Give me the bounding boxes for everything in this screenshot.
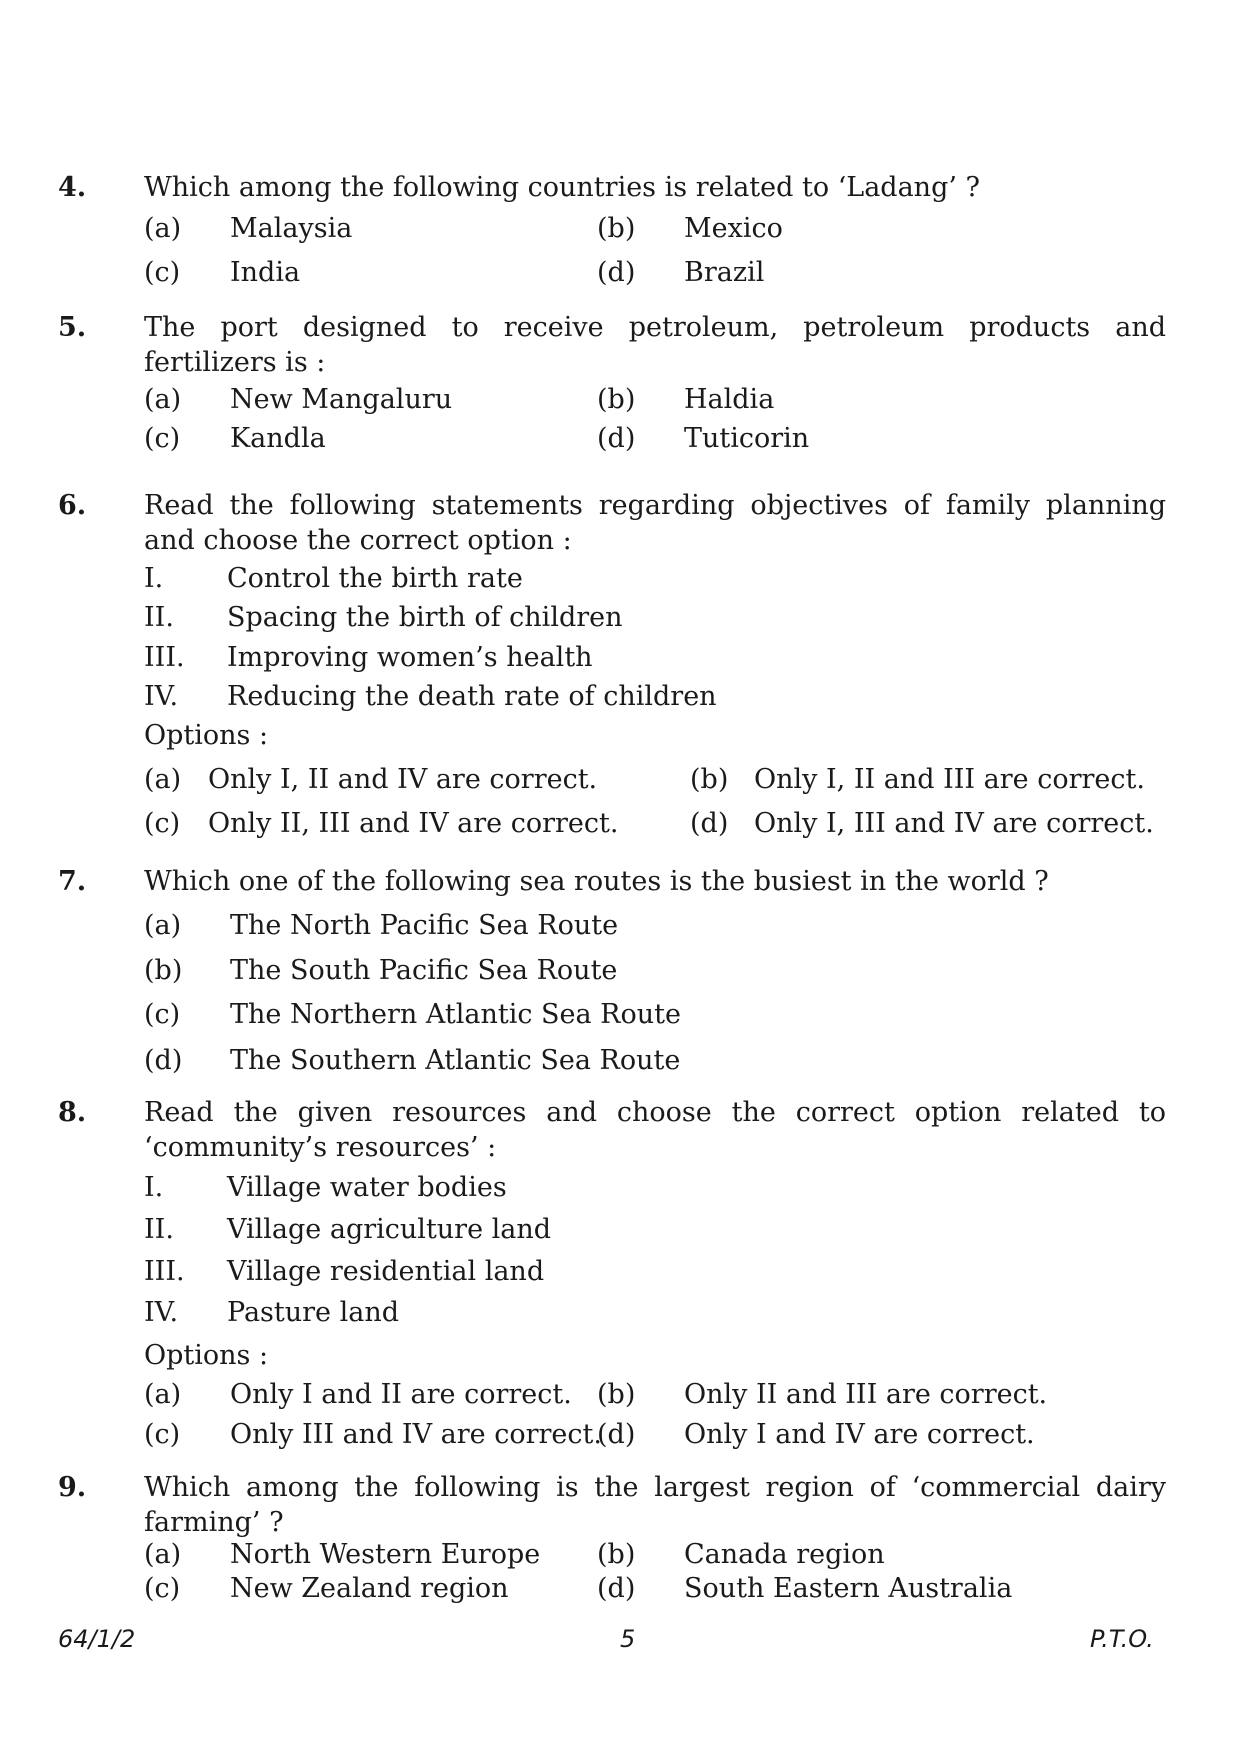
option-text: India [230,257,301,288]
statement-label: I. [144,1172,164,1203]
option-text: Only I and IV are correct. [684,1419,1035,1450]
option-label: (b) [690,764,729,795]
option-text: Only II and III are correct. [684,1379,1048,1410]
option-text: The North Pacific Sea Route [230,910,619,941]
option-label: (c) [144,423,181,454]
question-text: Which among the following is the largest region of ‘commercial dairy farming’ ? [144,1472,1166,1538]
statement-label: IV. [144,1297,179,1328]
statement-label: I. [144,563,164,594]
option-text: Only I and II are correct. [230,1379,572,1410]
statement-text: Improving women’s health [227,642,593,673]
option-text: The Southern Atlantic Sea Route [230,1045,681,1076]
option-text: Tuticorin [684,423,810,454]
statement-text: Spacing the birth of children [227,602,623,633]
statement-label: II. [144,602,174,633]
option-text: The Northern Atlantic Sea Route [230,999,681,1030]
option-label: (b) [597,1539,636,1570]
question-number: 7. [58,866,87,897]
question-number: 8. [58,1097,87,1128]
question-text: Read the given resources and choose the correct option related to ‘community’s resources’ : [144,1097,1166,1163]
statement-label: II. [144,1214,174,1245]
option-label: (a) [144,1539,182,1570]
option-label: (c) [144,808,181,839]
option-label: (b) [597,384,636,415]
paper-code: 64/1/2 [58,1625,136,1653]
statement-text: Pasture land [227,1297,400,1328]
statement-label: III. [144,642,185,673]
question-number: 6. [58,490,87,521]
option-text: New Zealand region [230,1573,509,1604]
question-number: 9. [58,1472,87,1503]
pto-label: P.T.O. [1090,1625,1154,1653]
option-text: Malaysia [230,213,353,244]
option-label: (a) [144,384,182,415]
statement-text: Control the birth rate [227,563,523,594]
option-label: (d) [597,1419,636,1450]
option-label: (b) [597,213,636,244]
option-label: (d) [597,423,636,454]
page-number: 5 [620,1625,636,1653]
option-text: Kandla [230,423,326,454]
option-text: The South Pacific Sea Route [230,955,618,986]
option-label: (d) [597,257,636,288]
question-number: 4. [58,172,87,203]
option-label: (a) [144,910,182,941]
statement-text: Village water bodies [227,1172,507,1203]
statement-label: III. [144,1256,185,1287]
option-label: (b) [144,955,183,986]
question-text: Which among the following countries is related to ‘Ladang’ ? [144,172,980,203]
option-text: North Western Europe [230,1539,541,1570]
question-number: 5. [58,312,87,343]
option-text: Only II, III and IV are correct. [208,808,619,839]
option-text: Haldia [684,384,775,415]
option-label: (c) [144,1419,181,1450]
option-label: (d) [690,808,729,839]
statement-text: Village agriculture land [227,1214,552,1245]
option-label: (a) [144,213,182,244]
option-text: Only I, II and III are correct. [754,764,1145,795]
option-text: Only I, III and IV are correct. [754,808,1154,839]
statement-label: IV. [144,681,179,712]
option-text: New Mangaluru [230,384,453,415]
option-label: (b) [597,1379,636,1410]
option-label: (c) [144,257,181,288]
option-text: Mexico [684,213,783,244]
question-text: The port designed to receive petroleum, petroleum products and fertilizers is : [144,312,1166,378]
statement-text: Reducing the death rate of children [227,681,717,712]
option-label: (c) [144,999,181,1030]
statement-text: Village residential land [227,1256,545,1287]
option-text: Only I, II and IV are correct. [208,764,598,795]
option-text: Only III and IV are correct. [230,1419,602,1450]
option-text: South Eastern Australia [684,1573,1013,1604]
option-label: (c) [144,1573,181,1604]
question-text: Read the following statements regarding objectives of family planning and choose the correct option : [144,490,1166,556]
option-text: Brazil [684,257,765,288]
question-text: Which one of the following sea routes is the busiest in the world ? [144,866,1049,897]
option-label: (d) [597,1573,636,1604]
option-label: (a) [144,764,182,795]
option-label: (a) [144,1379,182,1410]
options-heading: Options : [144,720,269,751]
options-heading: Options : [144,1340,269,1371]
option-text: Canada region [684,1539,885,1570]
option-label: (d) [144,1045,183,1076]
